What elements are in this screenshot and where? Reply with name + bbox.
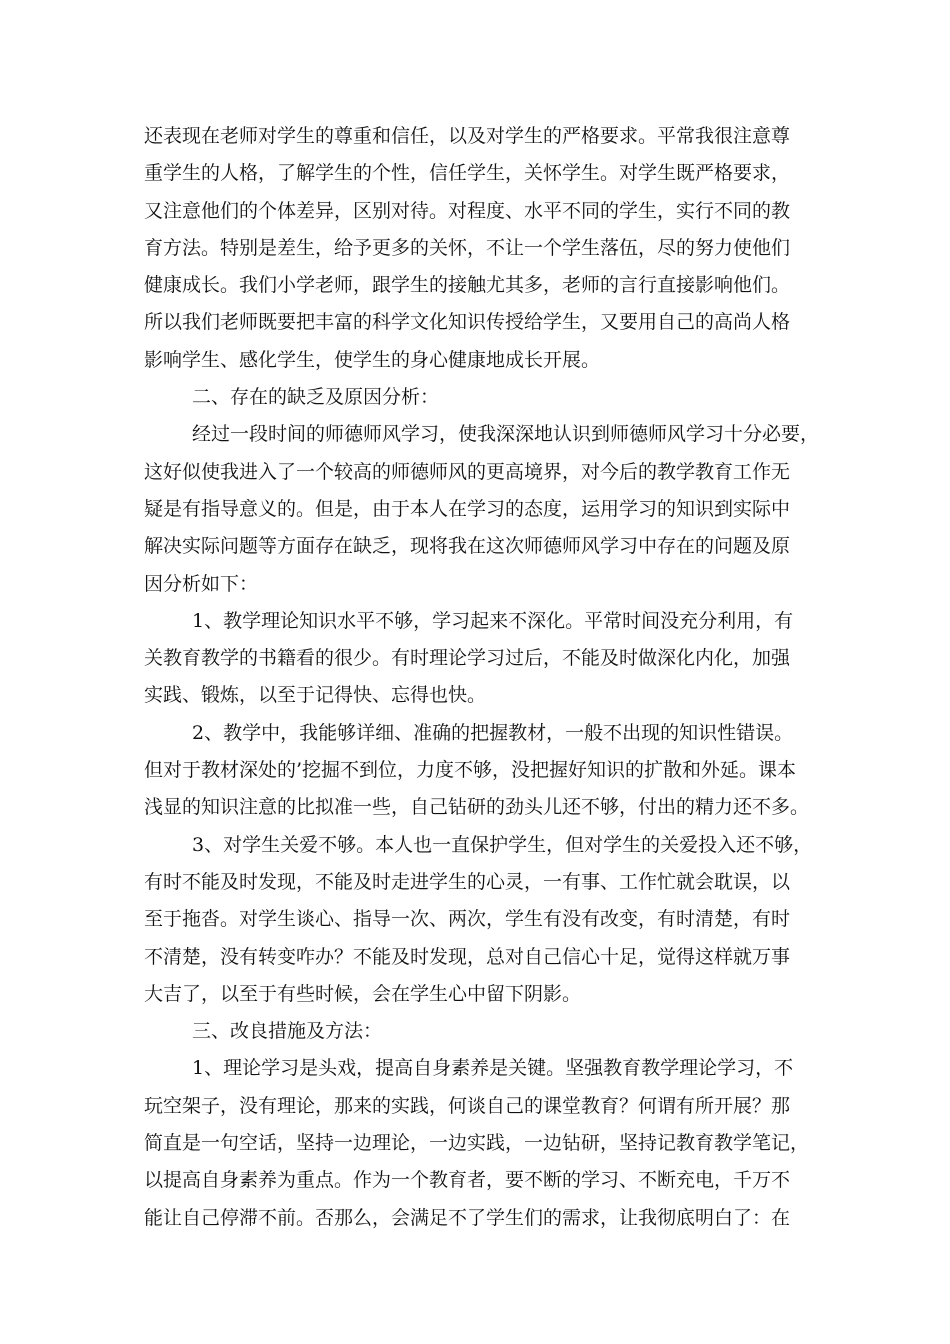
text-line: 健康成长。我们小学老师，跟学生的接触尤其多，老师的言行直接影响他们。 (144, 274, 791, 297)
text-line: 但对于教材深处的’挖掘不到位，力度不够，没把握好知识的扩散和外延。课本 (144, 759, 797, 782)
text-line: 所以我们老师既要把丰富的科学文化知识传授给学生，又要用自己的高尚人格 (144, 311, 791, 334)
text-line: 1、教学理论知识水平不够，学习起来不深化。平常时间没充分利用，有 (192, 609, 794, 632)
text-line: 疑是有指导意义的。但是，由于本人在学习的态度，运用学习的知识到实际中 (144, 497, 791, 520)
text-line: 又注意他们的个体差异，区别对待。对程度、水平不同的学生，实行不同的教 (144, 199, 791, 222)
text-line: 3、对学生关爱不够。本人也一直保护学生，但对学生的关爱投入还不够， (192, 833, 813, 856)
text-line: 影响学生、感化学生，使学生的身心健康地成长开展。 (144, 348, 601, 371)
text-line: 解决实际问题等方面存在缺乏，现将我在这次师德师风学习中存在的问题及原 (144, 535, 791, 558)
text-line: 还表现在老师对学生的尊重和信任，以及对学生的严格要求。平常我很注意尊 (144, 125, 791, 147)
text-line: 三、改良措施及方法： (192, 1020, 383, 1043)
text-line: 有时不能及时发现，不能及时走进学生的心灵，一有事、工作忙就会耽误，以 (144, 870, 791, 893)
text-line: 2、教学中，我能够详细、准确的把握教材，一般不出现的知识性错误。 (192, 721, 794, 744)
text-line: 重学生的人格，了解学生的个性，信任学生，关怀学生。对学生既严格要求， (144, 162, 791, 185)
text-line: 玩空架子，没有理论，那来的实践，何谈自己的课堂教育？何谓有所开展？那 (144, 1094, 791, 1117)
text-line: 能让自己停滞不前。否那么，会满足不了学生们的需求，让我彻底明白了：在 (144, 1206, 791, 1229)
text-line: 育方法。特别是差生，给予更多的关怀，不让一个学生落伍，尽的努力使他们 (144, 236, 791, 259)
text-line: 实践、锻炼，以至于记得快、忘得也快。 (144, 684, 487, 707)
document-body (144, 118, 834, 1237)
text-line: 至于拖沓。对学生谈心、指导一次、两次，学生有没有改变，有时清楚，有时 (144, 908, 791, 931)
text-line: 以提高自身素养为重点。作为一个教育者，要不断的学习、不断充电，千万不 (144, 1169, 791, 1192)
text-line: 1、理论学习是头戏，提高自身素养是关键。坚强教育教学理论学习，不 (192, 1057, 794, 1080)
text-line: 经过一段时间的师德师风学习，使我深深地认识到师德师风学习十分必要， (192, 423, 820, 446)
text-line: 大吉了，以至于有些时候，会在学生心中留下阴影。 (144, 982, 582, 1005)
text-line: 二、存在的缺乏及原因分析： (192, 386, 440, 409)
text-line: 这好似使我进入了一个较高的师德师风的更高境界，对今后的教学教育工作无 (144, 460, 791, 483)
text-line: 因分析如下： (144, 572, 259, 595)
text-line: 关教育教学的书籍看的很少。有时理论学习过后，不能及时做深化内化，加强 (144, 647, 791, 670)
text-line: 简直是一句空话，坚持一边理论，一边实践，一边钻研，坚持记教育教学笔记， (144, 1132, 810, 1155)
text-line: 浅显的知识注意的比拟准一些，自己钻研的劲头儿还不够，付出的精力还不多。 (144, 796, 810, 819)
text-line: 不清楚，没有转变咋办？不能及时发现，总对自己信心十足，觉得这样就万事 (144, 945, 791, 968)
